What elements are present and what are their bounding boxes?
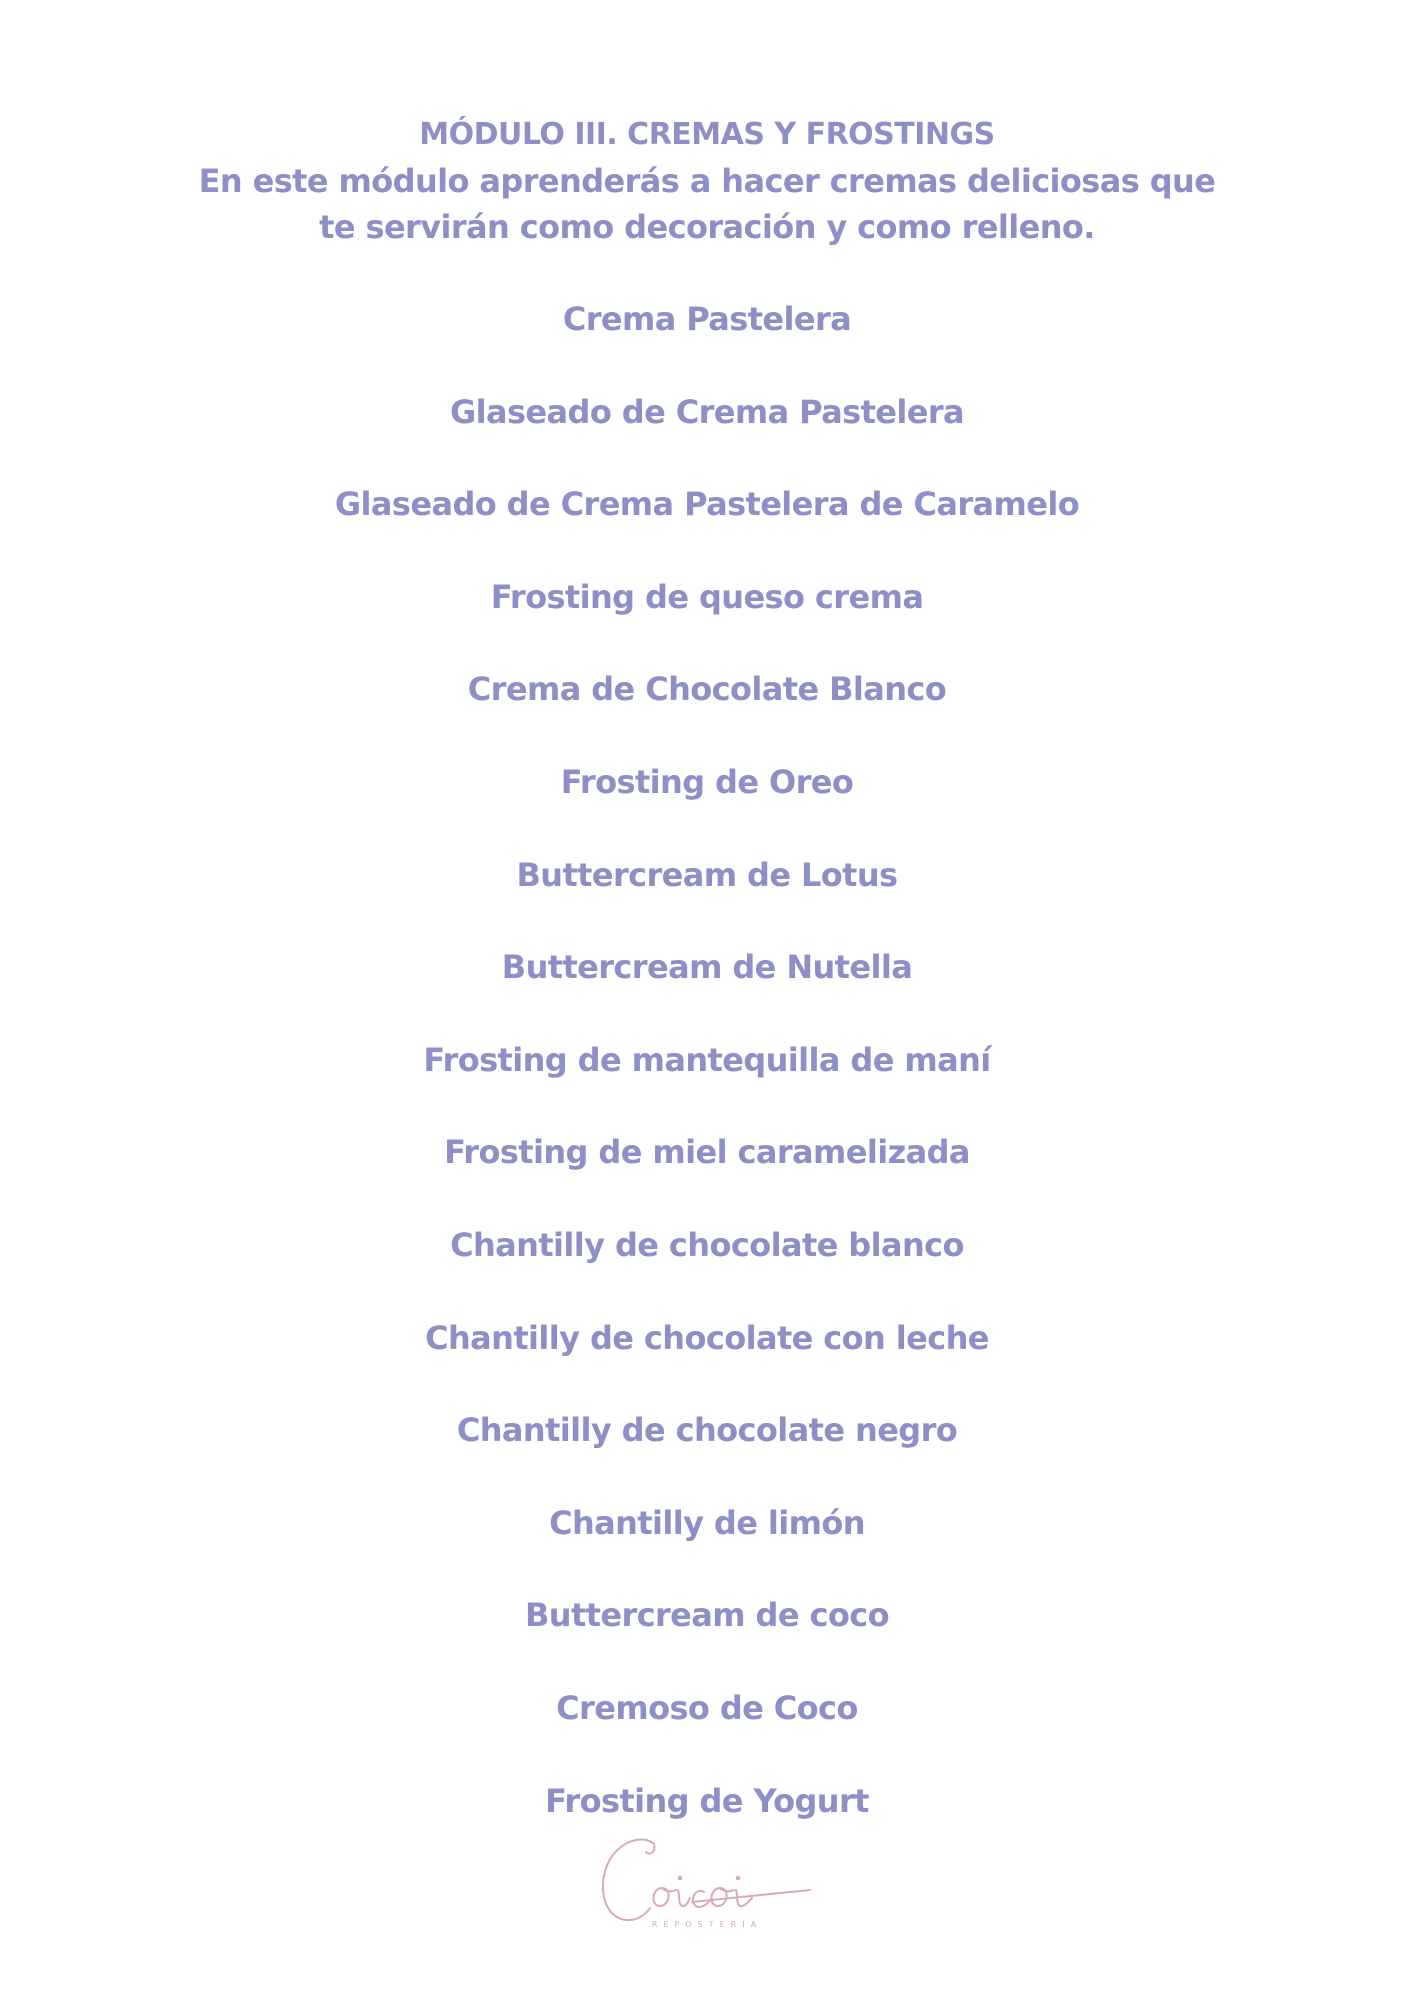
module-title: MÓDULO III. CREMAS Y FROSTINGS: [419, 117, 995, 152]
recipe-item: Crema Pastelera: [562, 300, 852, 338]
recipe-item: Glaseado de Crema Pastelera de Caramelo: [334, 485, 1080, 524]
logo-script-icon: [592, 1830, 822, 1925]
brand-logo: [592, 1830, 822, 1940]
recipe-item: Chantilly de chocolate negro: [456, 1411, 958, 1450]
recipe-item: Frosting de miel caramelizada: [444, 1133, 970, 1172]
recipe-item: Glaseado de Crema Pastelera: [449, 392, 965, 431]
logo-tagline: REPOSTERÍA: [651, 1920, 763, 1929]
recipe-item: Cremoso de Coco: [556, 1688, 858, 1727]
recipe-item: Frosting de queso crema: [490, 577, 924, 616]
recipe-item: Frosting de Yogurt: [545, 1781, 869, 1820]
recipe-item: Buttercream de Nutella: [501, 948, 913, 987]
recipe-item: Chantilly de chocolate con leche: [425, 1318, 989, 1357]
module-intro: En este módulo aprenderás a hacer cremas deliciosas que te servirán como decoración y como relleno.: [198, 162, 1216, 246]
recipe-item: Chantilly de limón: [549, 1503, 865, 1542]
recipe-item: Chantilly de chocolate blanco: [450, 1225, 964, 1264]
recipe-list: [0, 289, 1414, 1863]
recipe-item: Buttercream de coco: [524, 1596, 890, 1635]
recipe-item: Frosting de mantequilla de maní: [423, 1040, 991, 1079]
recipe-item: Buttercream de Lotus: [516, 855, 898, 894]
module-header: [0, 112, 1414, 250]
recipe-item: Crema de Chocolate Blanco: [467, 670, 947, 709]
recipe-item: Frosting de Oreo: [560, 762, 854, 801]
